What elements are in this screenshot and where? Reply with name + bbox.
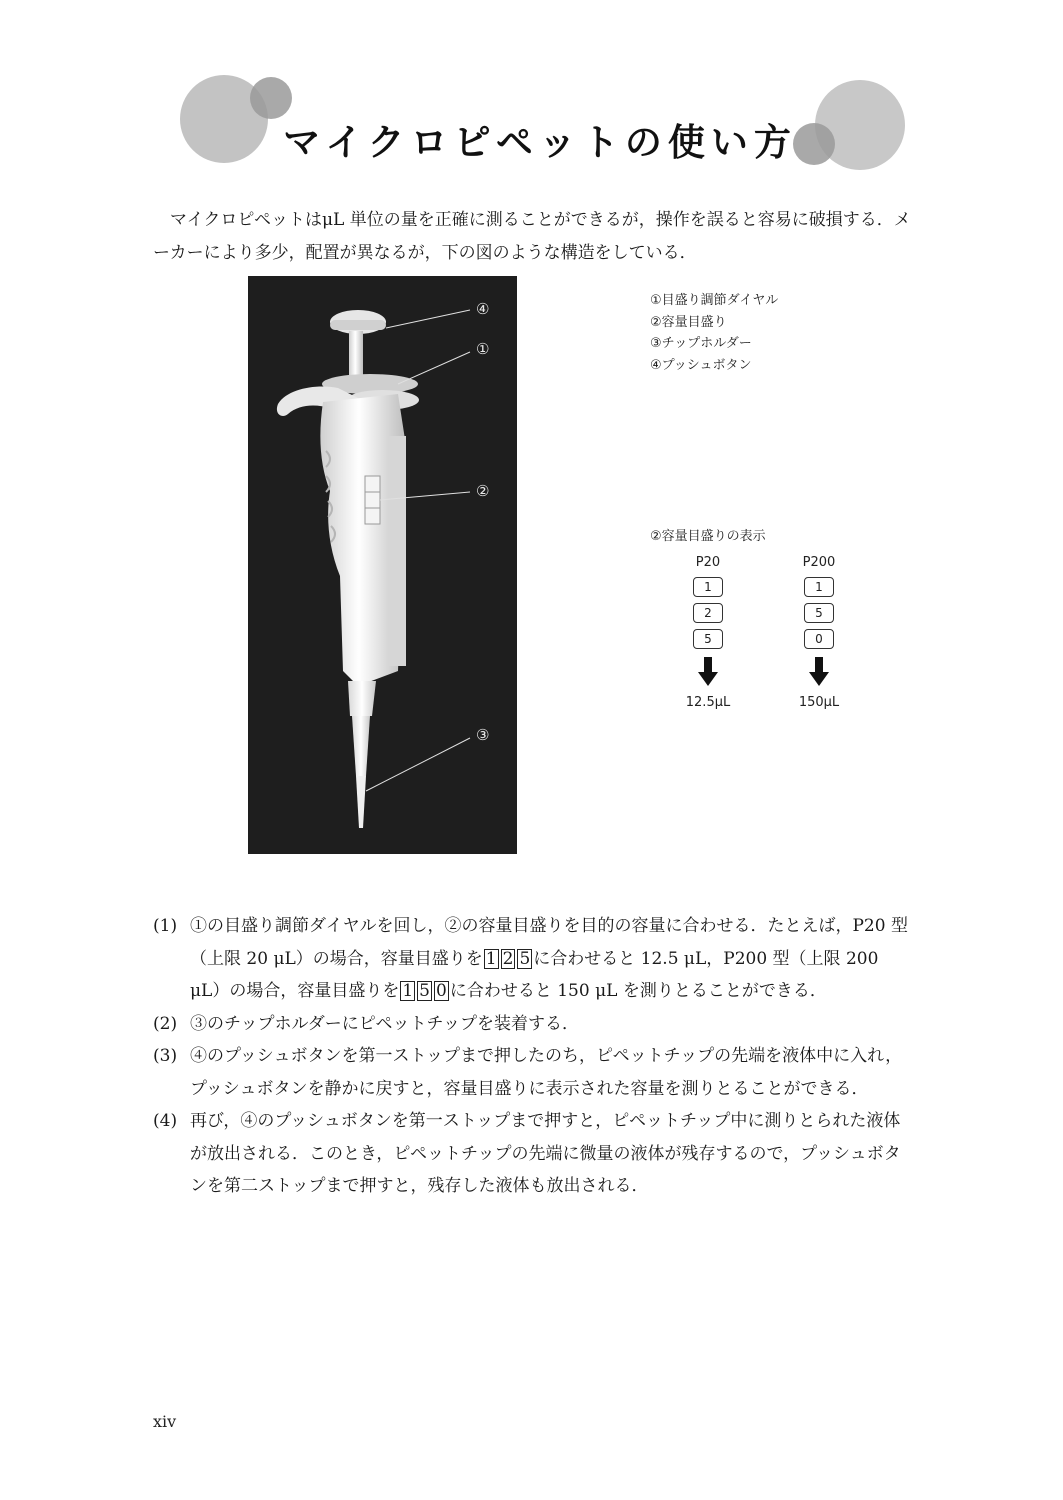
- step-item: [153, 910, 913, 1008]
- legend-item: ②容量目盛り: [650, 314, 727, 330]
- digit-box: 0: [436, 981, 447, 1001]
- step-text: に合わせると 12.5 μL，P200 型（上限 200 μL）の場合，容量目盛りを: [190, 948, 879, 1001]
- scale-digit: 1: [693, 577, 723, 597]
- scale-digit: 2: [693, 603, 723, 623]
- scale-p200-label: P200: [802, 555, 836, 570]
- scale-title: ②容量目盛りの表示: [650, 529, 766, 544]
- scale-p20-result: 12.5μL: [685, 695, 731, 710]
- callout-1: ①: [476, 340, 490, 358]
- step-item: [153, 1008, 913, 1041]
- step-text: に合わせると 150 μL を測りとることができる．: [449, 981, 827, 1001]
- scale-p20-label: P20: [695, 555, 721, 570]
- page-number: xiv: [153, 1412, 177, 1431]
- callout-2: ②: [476, 482, 490, 500]
- intro-paragraph: マイクロピペットはμL 単位の量を正確に測ることができるが，操作を誤ると容易に破損する．メーカーにより多少，配置が異なるが，下の図のような構造をしている．: [153, 210, 911, 263]
- scale-p200-result: 150μL: [798, 695, 840, 710]
- callout-3: ③: [476, 726, 490, 744]
- scale-digit: 5: [804, 603, 834, 623]
- tip-holder: [352, 716, 370, 776]
- legend-item: ④プッシュボタン: [650, 357, 752, 373]
- pipette-photo: [248, 276, 517, 854]
- digit-box: 1: [402, 981, 414, 1001]
- callout-4: ④: [476, 300, 490, 318]
- step-item: [153, 1040, 913, 1105]
- step-number: (3): [153, 1046, 178, 1066]
- digit-box: 2: [502, 948, 514, 969]
- pipette-illustration: [248, 276, 517, 854]
- step-number: (1): [153, 916, 178, 936]
- step-number: (4): [153, 1111, 178, 1131]
- digit-box: 5: [519, 948, 531, 969]
- step-item: [153, 1105, 913, 1203]
- scale-digit: 1: [804, 577, 834, 597]
- legend-item: ③チップホルダー: [650, 336, 752, 351]
- scale-p20: [668, 553, 748, 710]
- page-title: マイクロピペットの使い方: [283, 121, 797, 164]
- scale-digit: 5: [693, 629, 723, 649]
- arrow-down-icon: [807, 657, 831, 687]
- parts-legend: [650, 290, 778, 376]
- procedure-steps: [153, 910, 913, 1203]
- digit-box: 5: [419, 981, 430, 1001]
- scale-digit: 0: [804, 629, 834, 649]
- step-text: ④のプッシュボタンを第一ストップまで押したのち，ピペットチップの先端を液体中に入れ，プッシュボタンを静かに戻すと，容量目盛りに表示された容量を測りとることができる．: [190, 1046, 903, 1099]
- legend-item: ①目盛り調節ダイヤル: [650, 293, 779, 308]
- digit-box: 1: [485, 948, 497, 969]
- step-number: (2): [153, 1013, 178, 1034]
- volume-window: [365, 476, 380, 524]
- step-text: ①の目盛り調節ダイヤルを回し，②の容量目盛りを目的の容量に合わせる．たとえば，P20 型（上限 20 μL）の場合，容量目盛りを: [190, 916, 908, 969]
- plunger-shaft: [349, 331, 363, 381]
- arrow-down-icon: [696, 657, 720, 687]
- step-text: 再び，④のプッシュボタンを第一ストップまで押すと，ピペットチップ中に測りとられた液体が放出される．このとき，ピペットチップの先端に微量の液体が残存するので，プッシュボタンを第二ストップまで押すと，残存した液体も放出される．: [190, 1111, 901, 1196]
- step-text: ③のチップホルダーにピペットチップを装着する．: [190, 1013, 579, 1034]
- scale-p200: [779, 553, 859, 710]
